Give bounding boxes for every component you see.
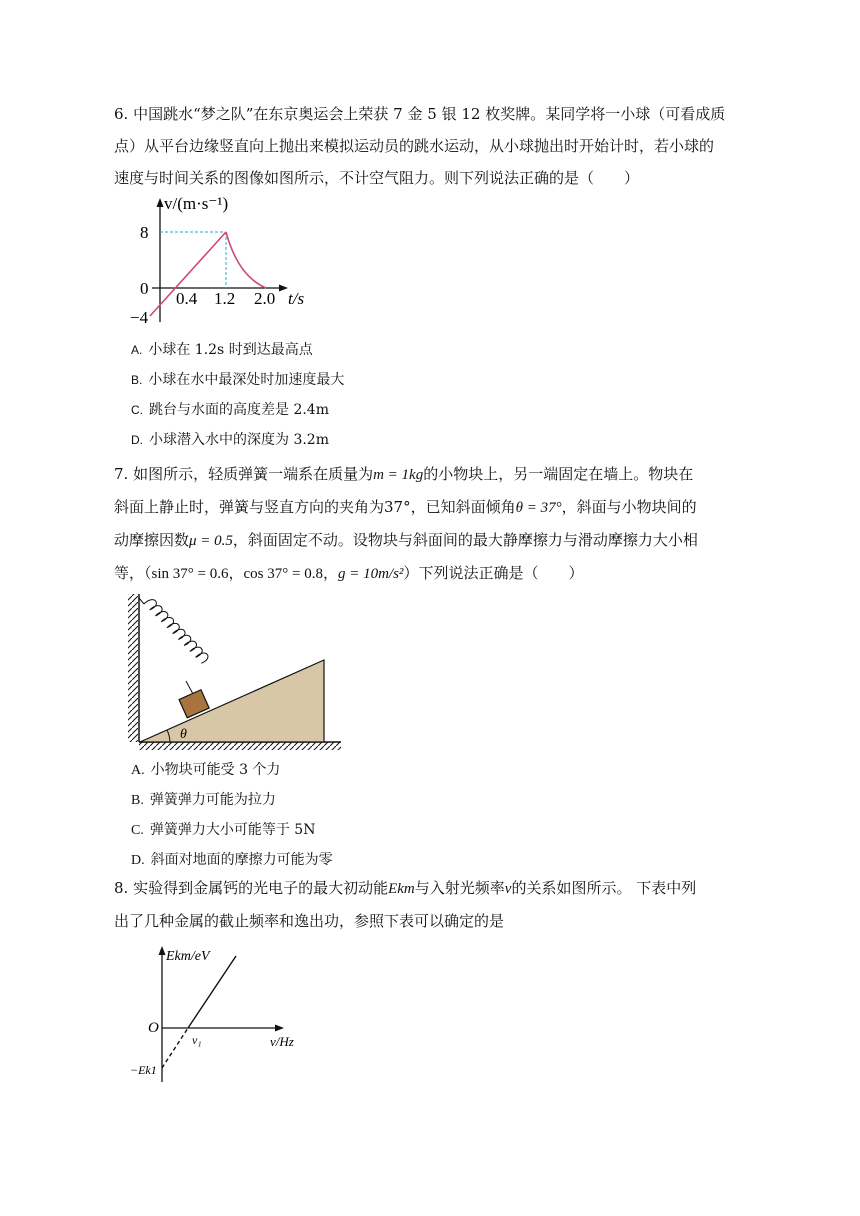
q8-origin-label: O [148, 1020, 159, 1036]
q6-option-b-text: 小球在水中最深处时加速度最大 [148, 372, 345, 388]
q7-line-4 [114, 557, 734, 590]
q7-l1-text-b: 的小物块上，另一端固定在墙上。物块在 [423, 465, 694, 483]
q6-tick-0-4: 0.4 [176, 289, 198, 308]
q7-option-a-letter: A. [131, 763, 145, 778]
q7-mu-formula: μ = 0.5 [189, 533, 233, 549]
q6-line-1: 6. 中国跳水“梦之队”在东京奥运会上荣获 7 金 5 银 12 枚奖牌。某同学将一小球（可看成质 [114, 105, 726, 123]
q7-ground-hatch [139, 742, 341, 750]
q8-ekm-symbol: Ekm [388, 881, 415, 897]
q7-wall-hatch [128, 594, 138, 742]
q6-option-c [131, 400, 329, 420]
q7-l4-text-a: 等，（ [114, 564, 152, 582]
question-8-stem [114, 872, 734, 937]
q7-option-d [131, 850, 333, 871]
q6-v-axis-label: v/(m·s⁻¹) [164, 194, 229, 213]
q8-solid-line [188, 956, 236, 1028]
q7-l3-text-a: 动摩擦因数 [114, 531, 190, 549]
q6-option-a-text: 小球在 1.2s 时到达最高点 [148, 342, 313, 358]
q8-ekm-frequency-graph [128, 940, 318, 1090]
q8-ekm-axis-label: Ekm/eV [166, 949, 210, 964]
q7-option-d-letter: D. [131, 853, 145, 868]
q7-spring [139, 590, 210, 694]
q7-cos-formula: cos 37° = 0.8 [243, 566, 323, 582]
q8-nu-axis-arrow [275, 1025, 284, 1032]
q8-neg-intercept-label: −Ek1 [130, 1063, 157, 1077]
q6-option-a [131, 340, 313, 360]
q6-line-2: 点）从平台边缘竖直向上抛出来模拟运动员的跳水运动，从小球抛出时开始计时，若小球的 [114, 137, 715, 155]
q6-line-3: 速度与时间关系的图像如图所示，不计空气阻力。则下列说法正确的是（ ） [114, 169, 640, 187]
q6-option-d [131, 430, 329, 450]
q7-l2-text-a: 斜面上静止时，弹簧与竖直方向的夹角为37°，已知斜面倾角 [114, 498, 516, 516]
q7-mass-formula: m = 1kg [373, 467, 424, 483]
q7-option-c-text: 弹簧弹力大小可能等于 5N [149, 822, 316, 838]
q6-t-axis-arrow [279, 285, 288, 292]
q6-option-b [131, 370, 344, 390]
q7-l2-text-b: ，斜面与小物块间的 [561, 498, 697, 516]
q6-velocity-time-graph [130, 190, 320, 330]
q6-option-b-letter: B. [131, 373, 143, 387]
q7-option-b [131, 790, 276, 811]
q6-tick-2-0: 2.0 [254, 289, 276, 308]
q7-line-1 [114, 458, 734, 491]
q6-option-c-text: 跳台与水面的高度差是 2.4m [149, 402, 329, 418]
q6-tick-1-2: 1.2 [214, 289, 236, 308]
question-6-stem [114, 98, 734, 194]
q6-tick-neg4: −4 [130, 308, 149, 327]
q7-option-b-text: 弹簧弹力可能为拉力 [149, 792, 276, 808]
q6-v-axis-arrow [157, 198, 164, 207]
q8-l1-text-a: 8. 实验得到金属钙的光电子的最大初动能 [114, 879, 389, 897]
q6-option-d-letter: D. [131, 433, 143, 447]
q7-l4-text-b: ）下列说法正确是（ ） [403, 564, 584, 582]
q6-curve-segment [226, 232, 266, 288]
q8-dashed-extension [162, 1028, 188, 1068]
q7-line-3 [114, 524, 734, 557]
q7-option-a-text: 小物块可能受 3 个力 [150, 762, 281, 778]
q6-option-a-letter: A. [131, 343, 143, 357]
q8-nu-symbol: ν [504, 881, 512, 897]
q7-option-d-text: 斜面对地面的摩擦力可能为零 [150, 852, 333, 868]
q7-option-c [131, 820, 315, 841]
q7-theta-formula: θ = 37° [515, 500, 562, 516]
q7-angle-label: θ [180, 727, 187, 742]
q7-l3-text-b: ，斜面固定不动。设物块与斜面间的最大静摩擦力与滑动摩擦力大小相 [232, 531, 698, 549]
q6-t-axis-label: t/s [288, 289, 305, 308]
q7-incline-spring-figure [126, 590, 346, 750]
q7-sin-formula: sin 37° = 0.6 [151, 566, 229, 582]
q6-tick-8: 8 [140, 223, 149, 242]
q8-nu-axis-label: ν/Hz [270, 1034, 294, 1049]
q6-option-c-letter: C. [131, 403, 143, 417]
question-7-stem [114, 458, 734, 590]
q8-ekm-axis-arrow [159, 946, 166, 955]
q8-nu1-label: ν₁ [192, 1033, 202, 1047]
q7-line-2 [114, 491, 734, 524]
q6-option-d-text: 小球潜入水中的深度为 3.2m [149, 432, 329, 448]
q8-line-1 [114, 872, 734, 905]
q8-line-2: 出了几种金属的截止频率和逸出功，参照下表可以确定的是 [114, 912, 505, 930]
q7-option-a [131, 760, 280, 781]
q7-option-b-letter: B. [131, 793, 144, 808]
q8-l1-text-b: 与入射光频率 [414, 879, 505, 897]
q6-tick-0: 0 [140, 279, 149, 298]
q7-option-c-letter: C. [131, 823, 144, 838]
q7-g-formula: g = 10m/s² [337, 566, 404, 582]
q8-l1-text-c: 的关系如图所示。 下表中列 [511, 879, 697, 897]
q7-incline [140, 660, 324, 742]
q7-l1-text-a: 7. 如图所示，轻质弹簧一端系在质量为 [114, 465, 374, 483]
q7-l4-sep-2: ， [322, 564, 338, 582]
q7-l4-sep-1: ， [228, 564, 244, 582]
